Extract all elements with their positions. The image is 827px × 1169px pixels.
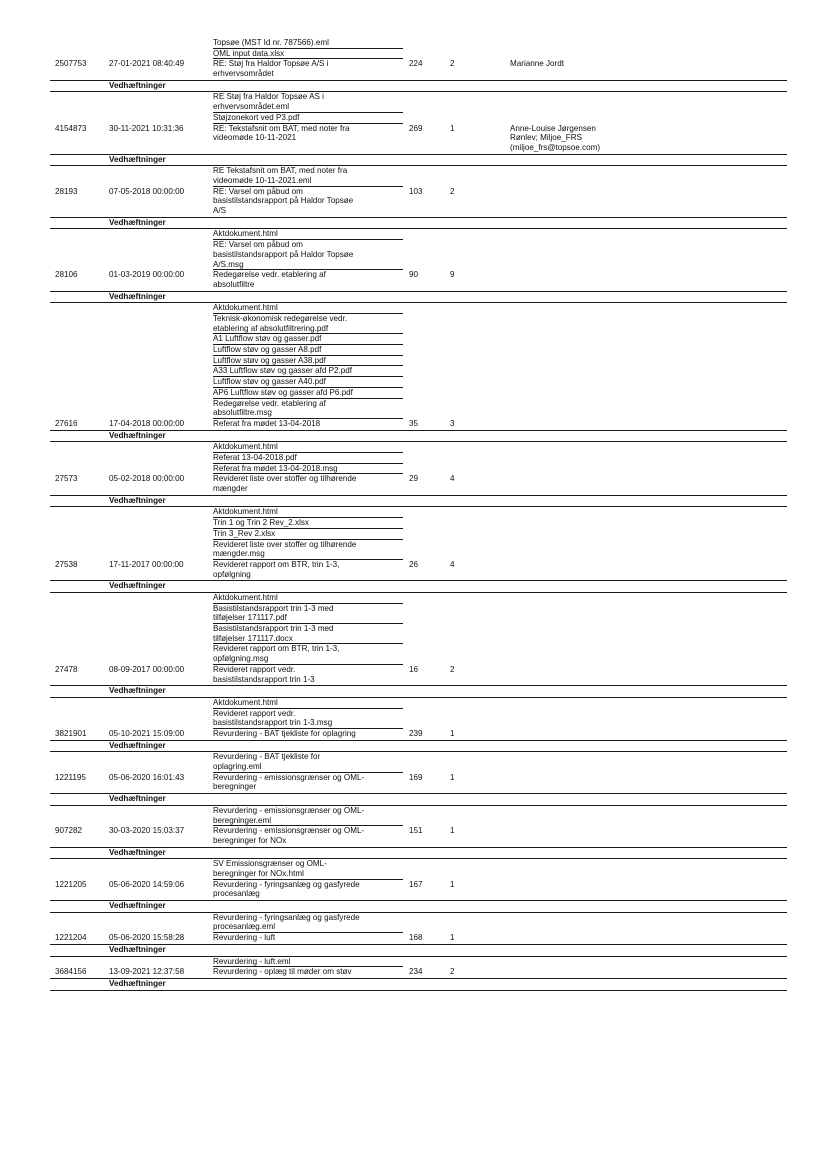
attachment-filename[interactable]: Aktdokument.html <box>213 698 403 709</box>
record-date: 17-04-2018 00:00:00 <box>109 418 185 428</box>
record-subject: Redegørelse vedr. etablering af absolutfiltre <box>213 270 326 289</box>
record-number: 169 <box>409 772 423 782</box>
attachment-filename[interactable]: Revurdering - fyringsanlæg og gasfyrede procesanlæg.eml <box>213 913 403 933</box>
document-table <box>50 38 787 991</box>
attachment-filename[interactable]: Revurdering - emissionsgrænser og OML- beregninger.eml <box>213 806 403 826</box>
attachment-row <box>50 314 787 334</box>
record-row <box>50 665 787 686</box>
attachment-filename[interactable]: Basistilstandsrapport trin 1-3 med tilføjelser 171117.pdf <box>213 604 403 624</box>
record-count: 1 <box>450 826 455 836</box>
attachment-filename[interactable]: Aktdokument.html <box>213 442 403 453</box>
attachment-filename[interactable]: A1 Luftflow støv og gasser.pdf <box>213 334 403 345</box>
record-id: 1221204 <box>55 933 87 943</box>
attachments-label: Vedhæftninger <box>109 291 166 301</box>
attachment-row <box>50 38 787 49</box>
attachments-header-row <box>50 581 787 593</box>
attachment-filename[interactable]: Referat fra mødet 13-04-2018.msg <box>213 464 403 475</box>
record-subject: Revurdering - oplæg til møder om støv <box>213 967 352 977</box>
attachments-label: Vedhæftninger <box>109 847 166 857</box>
attachment-row <box>50 644 787 664</box>
record-count: 2 <box>450 59 455 69</box>
attachments-label: Vedhæftninger <box>109 901 166 911</box>
record-date: 05-02-2018 00:00:00 <box>109 474 185 484</box>
attachment-row <box>50 518 787 529</box>
record-number: 234 <box>409 967 423 977</box>
record-number: 168 <box>409 933 423 943</box>
record-number: 103 <box>409 186 423 196</box>
attachments-label: Vedhæftninger <box>109 217 166 227</box>
attachment-filename[interactable]: Aktdokument.html <box>213 303 403 314</box>
record-date: 30-03-2020 15:03:37 <box>109 826 185 836</box>
attachment-filename[interactable]: RE Støj fra Haldor Topsøe AS i erhvervsområdet.eml <box>213 92 403 112</box>
attachment-filename[interactable]: Trin 1 og Trin 2 Rev_2.xlsx <box>213 518 403 529</box>
record-count: 1 <box>450 933 455 943</box>
record-date: 13-09-2021 12:37:58 <box>109 967 185 977</box>
record-row <box>50 187 787 218</box>
record-subject: Revideret liste over stoffer og tilhørende mængder <box>213 474 357 494</box>
attachments-header-row <box>50 848 787 860</box>
record-id: 2507753 <box>55 59 87 69</box>
record-subject: Revurdering - BAT tjekliste for oplagring <box>213 729 356 738</box>
attachment-row <box>50 442 787 453</box>
record-row <box>50 560 787 581</box>
attachment-filename[interactable]: Aktdokument.html <box>213 507 403 518</box>
record-recipient: Anne-Louise Jørgensen Rønlev; Miljoe_FRS (miljoe_frs@topsoe.com) <box>510 123 601 152</box>
attachment-row <box>50 709 787 729</box>
attachment-filename[interactable]: Revideret rapport vedr. basistilstandsrapport trin 1-3.msg <box>213 709 403 729</box>
attachment-row <box>50 345 787 356</box>
record-number: 224 <box>409 59 423 69</box>
record-count: 3 <box>450 418 455 428</box>
record-number: 26 <box>409 559 419 569</box>
record-date: 30-11-2021 10:31:36 <box>109 123 184 133</box>
attachments-header-row <box>50 741 787 753</box>
record-date: 05-06-2020 14:59:06 <box>109 879 185 889</box>
attachment-row <box>50 624 787 644</box>
record-date: 01-03-2019 00:00:00 <box>109 270 185 280</box>
record-count: 1 <box>450 879 455 889</box>
attachment-row <box>50 113 787 124</box>
attachment-filename[interactable]: Støjzonekort ved P3.pdf <box>213 113 403 124</box>
record-date: 07-05-2018 00:00:00 <box>109 186 185 196</box>
record-count: 4 <box>450 474 455 484</box>
record-subject: Revurdering - luft <box>213 933 276 943</box>
record-id: 1221205 <box>55 879 87 889</box>
record-date: 05-06-2020 16:01:43 <box>109 772 185 782</box>
record-id: 907282 <box>55 826 83 836</box>
record-subject: Revurdering - emissionsgrænser og OML- beregninger <box>213 772 365 792</box>
attachment-row <box>50 388 787 399</box>
record-row <box>50 773 787 794</box>
attachment-filename[interactable]: Aktdokument.html <box>213 593 403 604</box>
attachment-row <box>50 240 787 270</box>
record-id: 3684156 <box>55 967 87 977</box>
record-subject: RE: Tekstafsnit om BAT, med noter fra videomøde 10-11-2021 <box>213 123 350 143</box>
attachment-row <box>50 166 787 186</box>
attachment-row <box>50 464 787 475</box>
attachment-row <box>50 957 787 968</box>
record-row <box>50 880 787 901</box>
record-id: 27573 <box>55 474 78 484</box>
record-subject: Revurdering - fyringsanlæg og gasfyrede procesanlæg <box>213 879 360 899</box>
attachment-row <box>50 49 787 60</box>
attachments-header-row <box>50 81 787 93</box>
record-subject: Revurdering - emissionsgrænser og OML- beregninger for NOx <box>213 826 365 845</box>
attachment-filename[interactable]: Revurdering - luft.eml <box>213 957 403 968</box>
record-date: 05-10-2021 15:09:00 <box>109 729 185 738</box>
record-id: 27538 <box>55 559 78 569</box>
attachment-row <box>50 859 787 879</box>
attachments-header-row <box>50 155 787 167</box>
record-recipient: Marianne Jordt <box>510 59 564 69</box>
attachment-filename[interactable]: Teknisk-økonomisk redegørelse vedr. etablering af absolutfiltrering.pdf <box>213 314 403 334</box>
record-subject: Revideret rapport vedr. basistilstandsrapport trin 1-3 <box>213 664 315 684</box>
record-id: 28106 <box>55 270 78 280</box>
record-date: 27-01-2021 08:40:49 <box>109 59 185 69</box>
record-date: 17-11-2017 00:00:00 <box>109 559 184 569</box>
attachment-filename[interactable]: Aktdokument.html <box>213 229 403 240</box>
record-subject: RE: Støj fra Haldor Topsøe A/S i erhvervsområdet <box>213 59 329 79</box>
attachment-filename[interactable]: Revideret rapport om BTR, trin 1-3, opfølgning.msg <box>213 644 403 664</box>
attachment-filename[interactable]: Luftflow støv og gasser A40.pdf <box>213 377 403 388</box>
attachment-row <box>50 913 787 933</box>
record-subject: Referat fra mødet 13-04-2018 <box>213 418 321 428</box>
attachment-row <box>50 334 787 345</box>
record-date: 05-06-2020 15:58:28 <box>109 933 185 943</box>
record-number: 90 <box>409 270 419 280</box>
attachment-filename[interactable]: Basistilstandsrapport trin 1-3 med tilføjelser 171117.docx <box>213 624 403 644</box>
record-count: 1 <box>450 772 455 782</box>
attachment-row <box>50 507 787 518</box>
attachment-filename[interactable]: Luftflow støv og gasser A8.pdf <box>213 345 403 356</box>
record-number: 35 <box>409 418 419 428</box>
attachments-label: Vedhæftninger <box>109 495 166 505</box>
record-date: 08-09-2017 00:00:00 <box>109 664 185 674</box>
attachment-row <box>50 698 787 709</box>
record-count: 4 <box>450 559 455 569</box>
attachments-label: Vedhæftninger <box>109 154 166 164</box>
attachments-label: Vedhæftninger <box>109 80 166 90</box>
attachment-filename[interactable]: SV Emissionsgrænser og OML- beregninger for NOx.html <box>213 859 403 879</box>
record-number: 167 <box>409 879 423 889</box>
attachments-header-row <box>50 292 787 304</box>
record-count: 2 <box>450 664 455 674</box>
attachments-label: Vedhæftninger <box>109 430 166 440</box>
attachment-filename[interactable]: Revurdering - BAT tjekliste for oplagring.eml <box>213 752 403 772</box>
attachment-row <box>50 377 787 388</box>
attachment-filename[interactable]: Trin 3_Rev 2.xlsx <box>213 529 403 540</box>
attachments-header-row <box>50 218 787 230</box>
attachment-filename[interactable]: Luftflow støv og gasser A38.pdf <box>213 356 403 367</box>
attachment-filename[interactable]: Referat 13-04-2018.pdf <box>213 453 403 464</box>
attachment-row <box>50 303 787 314</box>
attachment-filename[interactable]: OML input data.xlsx <box>213 49 403 60</box>
attachment-row <box>50 356 787 367</box>
attachment-row <box>50 806 787 826</box>
record-count: 1 <box>450 123 455 133</box>
attachment-filename[interactable]: RE: Varsel om påbud om basistilstandsrapport på Haldor Topsøe A/S.msg <box>213 240 403 270</box>
attachment-row <box>50 229 787 240</box>
attachments-header-row <box>50 794 787 806</box>
attachment-row <box>50 752 787 772</box>
record-row <box>50 124 787 155</box>
record-id: 27616 <box>55 418 78 428</box>
attachments-label: Vedhæftninger <box>109 581 166 591</box>
attachments-header-row <box>50 901 787 913</box>
record-number: 16 <box>409 664 419 674</box>
record-count: 9 <box>450 270 455 280</box>
record-subject: Revideret rapport om BTR, trin 1-3, opfølgning <box>213 559 340 579</box>
record-number: 269 <box>409 123 423 133</box>
record-row <box>50 59 787 80</box>
attachment-filename[interactable]: A33 Luftflow støv og gasser afd P2.pdf <box>213 366 403 377</box>
record-id: 3821901 <box>55 729 87 738</box>
record-row <box>50 967 787 979</box>
attachment-row <box>50 593 787 604</box>
attachment-row <box>50 529 787 540</box>
record-row <box>50 826 787 847</box>
attachments-header-row <box>50 496 787 508</box>
record-id: 4154873 <box>55 123 87 133</box>
attachments-label: Vedhæftninger <box>109 686 166 696</box>
record-row <box>50 270 787 291</box>
record-count: 2 <box>450 967 455 977</box>
attachment-filename[interactable]: Revideret liste over stoffer og tilhørende mængder.msg <box>213 540 403 560</box>
record-row <box>50 474 787 495</box>
attachments-label: Vedhæftninger <box>109 794 166 804</box>
record-number: 29 <box>409 474 419 484</box>
attachments-label: Vedhæftninger <box>109 978 166 988</box>
record-row <box>50 419 787 431</box>
attachment-row <box>50 604 787 624</box>
attachments-header-row <box>50 686 787 698</box>
attachment-row <box>50 92 787 112</box>
attachments-label: Vedhæftninger <box>109 944 166 954</box>
record-count: 1 <box>450 729 455 738</box>
record-number: 239 <box>409 729 423 738</box>
attachment-row <box>50 366 787 377</box>
attachments-header-row <box>50 945 787 957</box>
record-count: 2 <box>450 186 455 196</box>
attachments-header-row <box>50 979 787 991</box>
attachment-filename[interactable]: Topsøe (MST Id nr. 787566).eml <box>213 38 403 49</box>
attachments-label: Vedhæftninger <box>109 740 166 750</box>
record-number: 151 <box>409 826 423 836</box>
record-id: 28193 <box>55 186 78 196</box>
attachment-row <box>50 453 787 464</box>
attachment-row <box>50 399 787 419</box>
record-row <box>50 729 787 741</box>
record-id: 27478 <box>55 664 78 674</box>
attachment-row <box>50 540 787 560</box>
record-row <box>50 933 787 945</box>
attachment-filename[interactable]: AP6 Luftflow støv og gasser afd P6.pdf <box>213 388 403 399</box>
attachments-header-row <box>50 431 787 443</box>
record-subject: RE: Varsel om påbud om basistilstandsrapport på Haldor Topsøe A/S <box>213 186 354 216</box>
attachment-filename[interactable]: RE Tekstafsnit om BAT, med noter fra videomøde 10-11-2021.eml <box>213 166 403 186</box>
record-id: 1221195 <box>55 772 86 782</box>
attachment-filename[interactable]: Redegørelse vedr. etablering af absolutfiltre.msg <box>213 399 403 419</box>
